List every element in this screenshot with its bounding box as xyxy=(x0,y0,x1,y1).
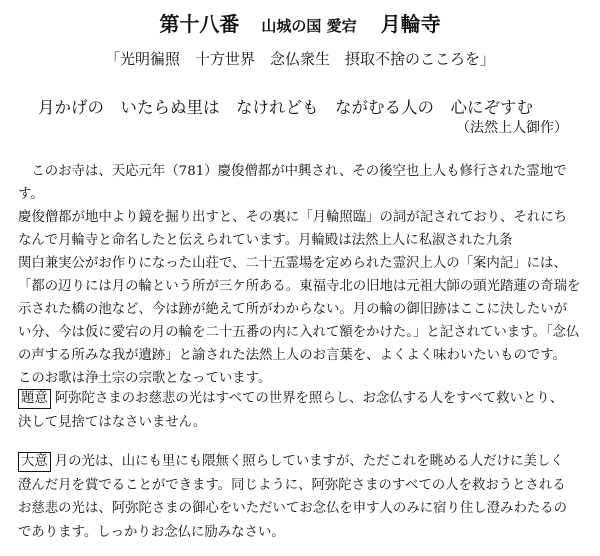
meaning-line: お慈悲の光は、阿弥陀さまの御心をいただいてお念仏を申す人のみに宿り住し澄みわたるの xyxy=(18,501,568,516)
body-line: このお歌は浄土宗の宗歌となっています。 xyxy=(18,371,272,386)
body-line: 関白兼実公がお作りになった山荘で、二十五霊場を定められた霊沢上人の「案内記」には、 xyxy=(18,256,567,271)
theme-section xyxy=(18,387,590,434)
body-line: なんで月輪寺と命名したと伝えられています。月輪殿は法然上人に私淑された九条 xyxy=(18,233,513,248)
temple-description xyxy=(18,160,590,390)
body-line: 慶俊僧都が地中より鏡を掘り出すと、その裏に「月輪照臨」の詞が記されており、それにち xyxy=(18,210,568,225)
page-title xyxy=(0,8,600,37)
body-line: 「都の辺りには月の輪という所が三ケ所ある。東福寺北の旧地は元祖大師の頭光踏蓮の奇瑞を xyxy=(18,279,581,294)
theme-label: 題意 xyxy=(18,389,51,409)
poem-author: （法然上人御作） xyxy=(456,120,568,136)
poem-text: 月かげの いたらぬ里は なけれども ながむる人の 心にぞすむ xyxy=(38,98,533,117)
region-label: 山城の国 愛宕 xyxy=(261,17,357,35)
body-line: 示された橋の池など、今は跡が絶えて所がわからない。月の輪の御旧跡はここに決したいが xyxy=(18,302,568,317)
meaning-line: 月の光は、山にも里にも隈無く照らしていますが、ただこれを眺める人だけに美しく xyxy=(54,454,564,469)
scripture-motto: 「光明徧照 十方世界 念仏衆生 摂取不捨のこころを」 xyxy=(104,50,495,68)
meaning-line: であります。しっかりお念仏に励みなさい。 xyxy=(18,524,285,540)
pilgrimage-number: 第十八番 xyxy=(159,12,240,36)
temple-name: 月輪寺 xyxy=(380,12,441,36)
meaning-label: 大意 xyxy=(18,452,51,472)
body-line: このお寺は、天応元年（781）慶俊僧都が中興され、その後空也上人も修行された霊地です。 xyxy=(18,164,567,202)
meaning-section xyxy=(18,450,590,544)
body-line: の声する所みな我が遺跡」と諭された法然上人のお言葉を、よくよく味わいたいものです。 xyxy=(18,348,566,363)
meaning-line: 澄んだ月を賞でることができます。同じように、阿弥陀さまのすべての人を救おうとされる xyxy=(18,477,566,493)
theme-line: 阿弥陀さまのお慈悲の光はすべての世界を照らし、お念仏する人をすべて救いとり、 xyxy=(54,391,564,406)
theme-line: 決して見捨てはなさいません。 xyxy=(18,414,207,430)
body-line: い分、今は仮に愛宕の月の輪を二十五番の内に入れて額をかけた。」と記されています。「念仏 xyxy=(18,325,580,340)
